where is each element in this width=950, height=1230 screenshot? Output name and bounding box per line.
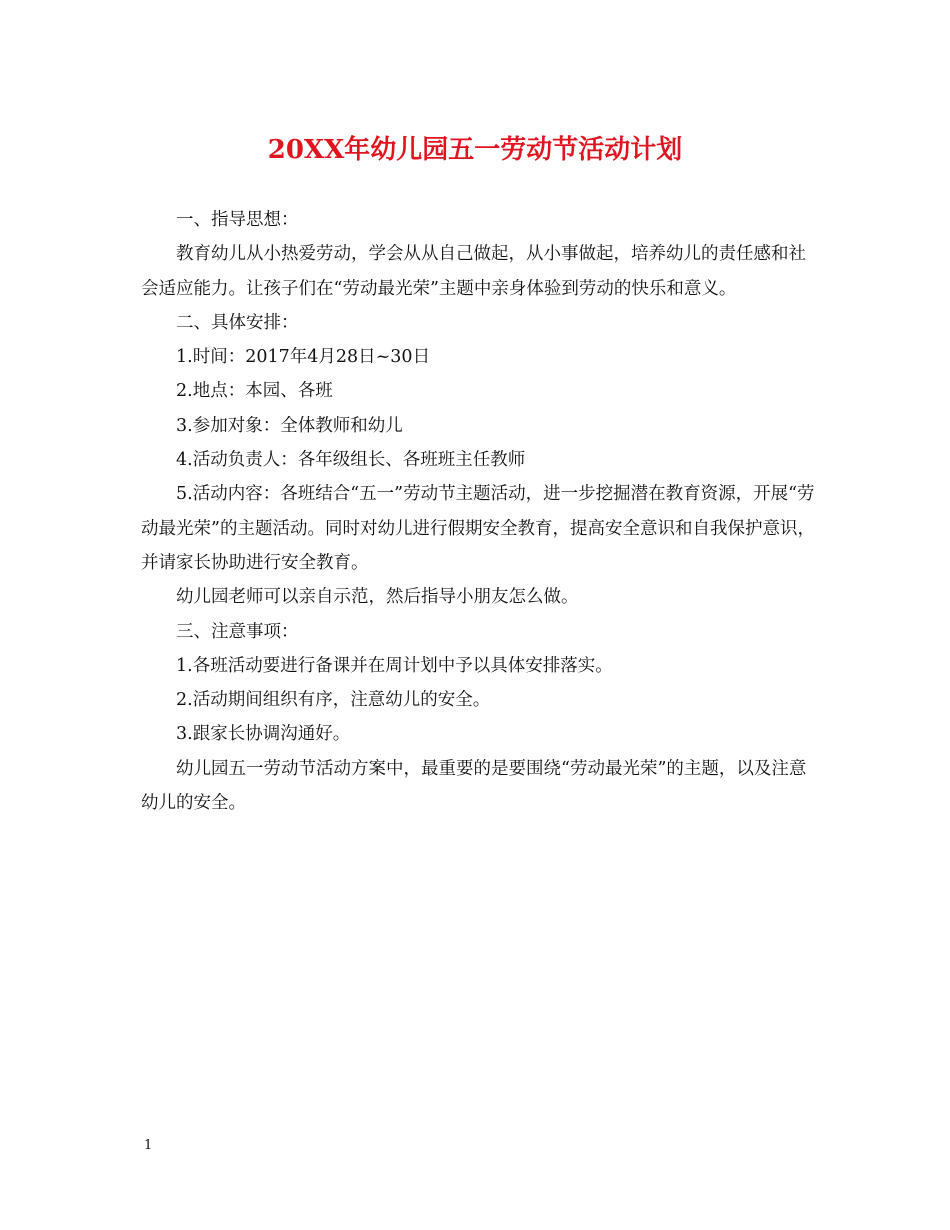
arrangement-item-location: 2.地点：本园、各班 <box>176 381 333 402</box>
section-heading-notes: 三、注意事项： <box>176 621 299 642</box>
arrangement-item-participants: 3.参加对象：全体教师和幼儿 <box>176 415 403 436</box>
arrangement-item-responsible: 4.活动负责人：各年级组长、各班班主任教师 <box>176 450 526 471</box>
document-body <box>141 203 821 820</box>
arrangement-item-content: 5.活动内容：各班结合“五一”劳动节主题活动，进一步挖掘潜在教育资源，开展“劳动最光荣”的主题活动。同时对幼儿进行假期安全教育，提高安全意识和自我保护意识，并请家长协助进行安全教育。 <box>141 484 815 573</box>
notes-item-2: 2.活动期间组织有序，注意幼儿的安全。 <box>176 690 491 711</box>
page-number: 1 <box>144 1138 153 1153</box>
paragraph-guiding-idea: 教育幼儿从小热爱劳动，学会从从自己做起，从小事做起，培养幼儿的责任感和社会适应能力。让孩子们在“劳动最光荣”主题中亲身体验到劳动的快乐和意义。 <box>141 244 806 299</box>
section-heading-arrangement: 二、具体安排： <box>176 312 299 333</box>
section-heading-guiding-idea: 一、指导思想： <box>176 210 299 230</box>
paragraph-conclusion: 幼儿园五一劳动节活动方案中，最重要的是要围绕“劳动最光荣”的主题，以及注意幼儿的安全。 <box>141 758 807 814</box>
paragraph-teacher-demo: 幼儿园老师可以亲自示范，然后指导小朋友怎么做。 <box>176 587 579 608</box>
document-title: 20XX年幼儿园五一劳动节活动计划 <box>267 135 683 165</box>
arrangement-item-time: 1.时间：2017年4月28日~30日 <box>176 347 431 368</box>
notes-item-3: 3.跟家长协调沟通好。 <box>176 724 351 745</box>
notes-item-1: 1.各班活动要进行备课并在周计划中予以具体安排落实。 <box>176 655 613 676</box>
